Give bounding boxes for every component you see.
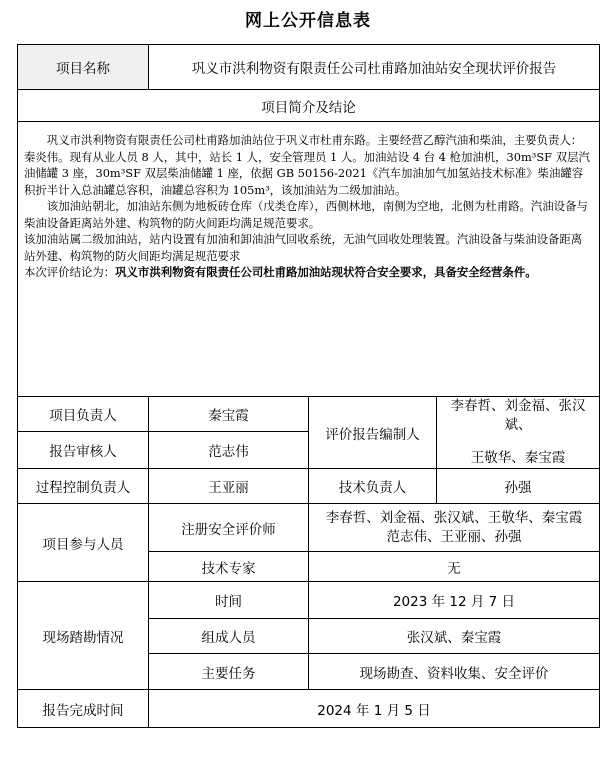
- compilers-line-1: 李春哲、刘金福、张汉斌、: [450, 398, 586, 433]
- reviewer-value: 范志伟: [149, 431, 309, 468]
- page-title: 网上公开信息表: [245, 11, 371, 31]
- completion-value: 2024 年 1 月 5 日: [149, 690, 600, 728]
- process-control-label: 过程控制负责人: [18, 469, 149, 504]
- project-lead-value: 秦宝霞: [149, 397, 309, 432]
- project-name-label: 项目名称: [18, 45, 149, 90]
- summary-conclusion: [24, 264, 593, 281]
- tech-lead-label: 技术负责人: [309, 469, 437, 504]
- completion-label: 报告完成时间: [18, 690, 149, 728]
- project-name-value: 巩义市洪利物资有限责任公司杜甫路加油站安全现状评价报告: [149, 45, 600, 90]
- info-table: [17, 44, 600, 728]
- tech-expert-label: 技术专家: [149, 552, 309, 582]
- tech-lead-value: 孙强: [437, 469, 600, 504]
- registered-line-1: 李春哲、刘金福、张汉斌、王敬华、秦宝霞: [325, 509, 583, 526]
- summary-paragraph-1: 巩义市洪利物资有限责任公司杜甫路加油站位于巩义市杜甫东路。主要经营乙醇汽油和柴油，主要负责人：秦炎伟。现有从业人员 8 人，其中，站长 1 人，安全管理员 1 人。加油站设 4 台 4 枪加油机，30m³SF 双层汽油储罐 3 座，30m³SF 双层柴油储罐 1 座，依据 GB 50156-2021《汽车加油加气加氢站技术标准》柴油罐容积折半计入总油罐总容积，油罐总容积为 105m³，该加油站为二级加油站。: [24, 133, 590, 197]
- survey-members-value: 张汉斌、秦宝霞: [309, 619, 600, 654]
- registered-line-2: 范志伟、王亚丽、孙强: [386, 528, 522, 545]
- participants-label: 项目参与人员: [18, 504, 149, 582]
- reviewer-label: 报告审核人: [18, 431, 149, 468]
- compilers-line-2: 王敬华、秦宝霞: [470, 450, 566, 466]
- tech-expert-value: 无: [309, 552, 600, 582]
- report-compilers-label: 评价报告编制人: [309, 397, 437, 469]
- survey-tasks-value: 现场勘查、资料收集、安全评价: [309, 654, 600, 690]
- survey-time-value: 2023 年 12 月 7 日: [309, 582, 600, 619]
- project-lead-label: 项目负责人: [18, 397, 149, 432]
- report-compilers-value: [437, 397, 600, 469]
- conclusion-prefix: 本次评价结论为：: [24, 265, 116, 279]
- survey-tasks-label: 主要任务: [149, 654, 309, 690]
- registered-assessor-value: [309, 504, 600, 552]
- summary-content: [18, 122, 600, 397]
- survey-members-label: 组成人员: [149, 619, 309, 654]
- summary-paragraph-3: 该加油站属二级加油站，站内设置有加油和卸油油气回收系统，无油气回收处理装置。汽油设备与柴油设备距离站外建、构筑物的防火间距均满足规范要求: [24, 232, 583, 263]
- conclusion-text: 巩义市洪利物资有限责任公司杜甫路加油站现状符合安全要求，具备安全经营条件。: [115, 265, 537, 279]
- site-survey-label: 现场踏勘情况: [18, 582, 149, 690]
- process-control-value: 王亚丽: [149, 469, 309, 504]
- summary-heading: 项目简介及结论: [18, 90, 600, 122]
- registered-assessor-label: 注册安全评价师: [149, 504, 309, 552]
- survey-time-label: 时间: [149, 582, 309, 619]
- summary-paragraph-2: 该加油站朝北，加油站东侧为地板砖仓库（戊类仓库），西侧林地，南侧为空地，北侧为杜甫路。汽油设备与柴油设备距离站外建、构筑物的防火间距均满足规范要求。: [24, 199, 588, 230]
